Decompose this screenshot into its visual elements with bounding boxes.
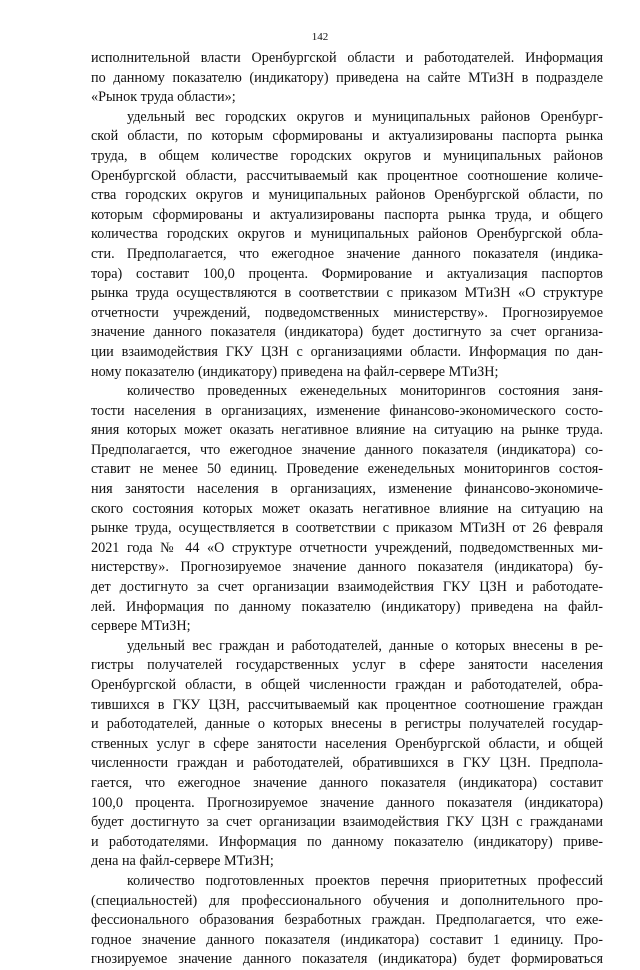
text-line: яния которых может оказать негативное влияние на ситуацию на рынке труда. (91, 422, 603, 439)
text-line: тившихся в ГКУ ЦЗН, рассчитываемый как процентное соотношение граждан (91, 696, 603, 713)
text-line: рынке труда, осуществляется в соответствии с приказом МТиЗН от 26 февраля (91, 520, 603, 537)
document-body (91, 49, 603, 970)
text-line: тора) составит 100,0 процента. Формирование и актуализация паспортов (91, 265, 603, 282)
text-line: гается, что ежегодное значение данного показателя (индикатора) составит (91, 774, 603, 791)
text-line: труда, в общем количестве городских округов и муниципальных районов (91, 147, 603, 164)
text-line: лей. Информация по данному показателю (индикатору) приведена на файл- (91, 598, 603, 615)
text-line: 2021 года № 44 «О структуре отчетности учреждений, подведомственных ми- (91, 539, 603, 556)
text-line: и работодателями. Информация по данному показателю (индикатору) приве- (91, 833, 603, 850)
text-line: и работодателей, данные о которых внесены в регистры получателей государ- (91, 716, 603, 733)
text-line: ния занятости населения в организациях, изменение финансово-экономиче- (91, 481, 603, 498)
text-line: тости населения в организациях, изменение финансово-экономического состо- (91, 402, 603, 419)
text-line: значение данного показателя (индикатора) будет достигнуто за счет организа- (91, 324, 603, 341)
text-line: количество проведенных еженедельных мониторингов состояния заня- (127, 383, 603, 400)
text-line: фессионального образования безработных граждан. Предполагается, что еже- (91, 912, 603, 929)
text-line: количество подготовленных проектов перечня приоритетных профессий (127, 872, 603, 889)
text-line: удельный вес городских округов и муниципальных районов Оренбург- (127, 108, 603, 125)
text-line: будет достигнуто за счет организации взаимодействия ГКУ ЦЗН с гражданами (91, 814, 603, 831)
text-line: дена на файл-сервере МТиЗН; (91, 853, 274, 870)
text-line: сти. Предполагается, что ежегодное значение данного показателя (индика- (91, 245, 603, 262)
text-line: исполнительной власти Оренбургской области и работодателей. Информация (91, 50, 603, 66)
text-line: ского состояния которых может оказать негативное влияние на ситуацию на (91, 500, 603, 517)
text-line: сервере МТиЗН; (91, 618, 191, 635)
text-line: гистры получателей государственных услуг в сфере занятости населения (91, 657, 603, 674)
text-line: ному показателю (индикатору) приведена на файл-сервере МТиЗН; (91, 363, 499, 380)
text-line: годное значение данного показателя (индикатора) составит 1 единицу. Про- (91, 931, 603, 948)
text-line: ственных услуг в сфере занятости населения Оренбургской области, и общей (91, 735, 603, 752)
text-line: 100,0 процента. Прогнозируемое значение данного показателя (индикатора) (91, 794, 603, 811)
text-line: ции взаимодействия ГКУ ЦЗН с организациями области. Информация по дан- (91, 343, 603, 360)
text-line: которым сформированы и актуализированы паспорта рынка труда, и общего (91, 206, 603, 223)
text-line: количества городских округов и муниципальных районов Оренбургской обла- (91, 226, 603, 243)
text-line: гнозируемое значение данного показателя (индикатора) будет формироваться (91, 951, 603, 968)
text-line: Предполагается, что ежегодное значение данного показателя (индикатора) со- (91, 441, 603, 458)
text-line: (специальностей) для профессионального обучения и дополнительного про- (91, 892, 603, 909)
text-line: ставит не менее 50 единиц. Проведение еженедельных мониторингов состоя- (91, 461, 603, 478)
text-line: нистерству». Прогнозируемое значение данного показателя (индикатора) бу- (91, 559, 603, 576)
text-line: дет достигнуто за счет организации взаимодействия ГКУ ЦЗН и работодате- (91, 579, 603, 596)
page-number: 142 (311, 31, 329, 43)
text-line: отчетности учреждений, подведомственных министерству». Прогнозируемое (91, 304, 603, 321)
text-line: Оренбургской области, в общей численности граждан и работодателей, обра- (91, 677, 603, 693)
text-line: по данному показателю (индикатору) приведена на сайте МТиЗН в подразделе (91, 69, 603, 86)
text-line: удельный вес граждан и работодателей, данные о которых внесены в ре- (127, 637, 603, 654)
text-line: ства городских округов и муниципальных районов Оренбургской области, по (91, 187, 603, 204)
text-line: численности граждан и работодателей, обратившихся в ГКУ ЦЗН. Предпола- (91, 755, 603, 772)
text-line: «Рынок труда области»; (91, 89, 236, 106)
text-line: ской области, по которым сформированы и актуализированы паспорта рынка (91, 128, 603, 145)
text-line: рынка труда осуществляются в соответствии с приказом МТиЗН «О структуре (91, 285, 603, 302)
text-line: Оренбургской области, рассчитываемый как процентное соотношение количе- (91, 167, 603, 184)
